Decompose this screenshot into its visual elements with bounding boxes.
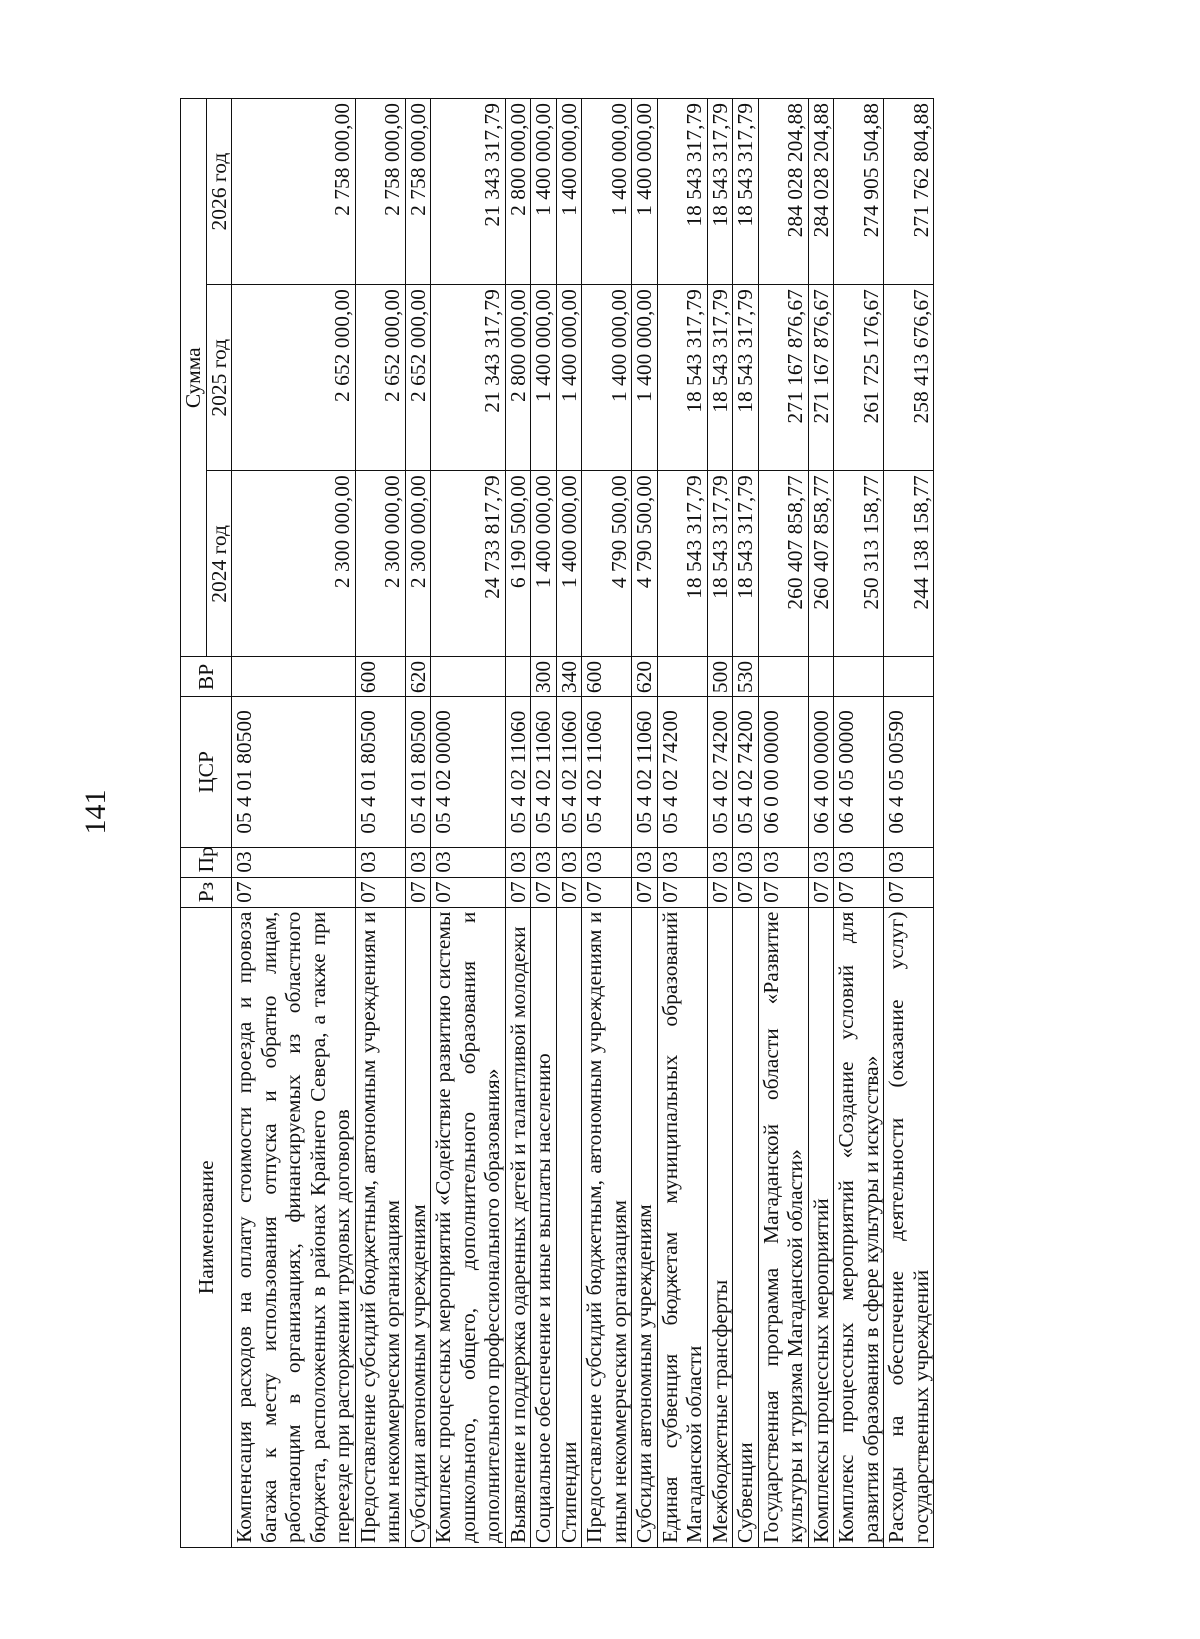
row-pr: 03 [758, 847, 808, 877]
row-pr: 03 [405, 847, 431, 877]
row-sum-2024: 1 400 000,00 [556, 471, 582, 657]
row-vr: 620 [405, 657, 431, 697]
row-name: Межбюджетные трансферты [707, 907, 733, 1547]
row-csr: 05 4 01 80500 [355, 697, 405, 847]
table-row [884, 99, 934, 1548]
row-csr: 05 4 01 80500 [232, 697, 356, 847]
row-sum-2024: 1 400 000,00 [531, 471, 557, 657]
row-rz: 07 [808, 877, 834, 907]
row-pr: 03 [834, 847, 884, 877]
row-name: Предоставление субсидий бюджетным, автономным учреждениям и иным некоммерческим организациям [355, 907, 405, 1547]
row-vr [758, 657, 808, 697]
row-vr [505, 657, 531, 697]
row-name: Субвенции [733, 907, 759, 1547]
row-csr: 06 4 00 00000 [808, 697, 834, 847]
row-csr: 06 4 05 00590 [884, 697, 934, 847]
row-name: Комплексы процессных мероприятий [808, 907, 834, 1547]
row-sum-2026: 274 905 504,88 [834, 99, 884, 285]
table-row [657, 99, 707, 1548]
row-sum-2025: 1 400 000,00 [531, 285, 557, 471]
table-row [758, 99, 808, 1548]
row-sum-2025: 271 167 876,67 [808, 285, 834, 471]
row-sum-2025: 2 652 000,00 [405, 285, 431, 471]
row-sum-2024: 4 790 500,00 [582, 471, 632, 657]
row-sum-2026: 2 758 000,00 [355, 99, 405, 285]
row-name: Расходы на обеспечение деятельности (оказание услуг) государственных учреждений [884, 907, 934, 1547]
row-pr: 03 [884, 847, 934, 877]
row-vr [431, 657, 506, 697]
row-csr: 05 4 02 11060 [556, 697, 582, 847]
table-header [181, 99, 232, 1548]
header-2026: 2026 год [206, 99, 232, 285]
header-csr: ЦСР [181, 697, 232, 847]
row-name: Государственная программа Магаданской области «Развитие культуры и туризма Магаданской области» [758, 907, 808, 1547]
row-sum-2026: 284 028 204,88 [808, 99, 834, 285]
header-pr: Пр [181, 847, 232, 877]
row-sum-2026: 271 762 804,88 [884, 99, 934, 285]
row-vr: 600 [582, 657, 632, 697]
row-sum-2025: 2 652 000,00 [232, 285, 356, 471]
row-sum-2025: 21 343 317,79 [431, 285, 506, 471]
row-csr: 05 4 02 74200 [733, 697, 759, 847]
row-pr: 03 [431, 847, 506, 877]
row-rz: 07 [431, 877, 506, 907]
row-vr [884, 657, 934, 697]
row-sum-2026: 1 400 000,00 [531, 99, 557, 285]
row-rz: 07 [834, 877, 884, 907]
table-row [355, 99, 405, 1548]
row-pr: 03 [505, 847, 531, 877]
header-name: Наименование [181, 907, 232, 1547]
row-rz: 07 [632, 877, 658, 907]
row-sum-2024: 260 407 858,77 [758, 471, 808, 657]
row-sum-2025: 2 652 000,00 [355, 285, 405, 471]
row-pr: 03 [531, 847, 557, 877]
row-csr: 05 4 02 11060 [505, 697, 531, 847]
row-pr: 03 [707, 847, 733, 877]
row-name: Комплекс процессных мероприятий «Создание условий для развития образования в сфере культуры и искусства» [834, 907, 884, 1547]
row-name: Компенсация расходов на оплату стоимости проезда и провоза багажа к месту использования отпуска и обратно лицам, работающим в организациях, финансируемых из областного бюджета, расположенных в районах Крайнего Севера, а также при переезде при расторжении трудовых договоров [232, 907, 356, 1547]
row-sum-2024: 244 138 158,77 [884, 471, 934, 657]
row-csr: 05 4 02 11060 [582, 697, 632, 847]
row-csr: 06 0 00 00000 [758, 697, 808, 847]
row-rz: 07 [707, 877, 733, 907]
header-2024: 2024 год [206, 471, 232, 657]
header-sum: Сумма [181, 99, 207, 657]
row-rz: 07 [531, 877, 557, 907]
row-pr: 03 [657, 847, 707, 877]
row-name: Социальное обеспечение и иные выплаты населению [531, 907, 557, 1547]
row-vr [232, 657, 356, 697]
rotated-page-content [180, 98, 1080, 1548]
row-csr: 06 4 05 00000 [834, 697, 884, 847]
row-vr: 600 [355, 657, 405, 697]
row-vr: 620 [632, 657, 658, 697]
row-sum-2024: 18 543 317,79 [733, 471, 759, 657]
row-sum-2024: 2 300 000,00 [405, 471, 431, 657]
row-sum-2024: 18 543 317,79 [657, 471, 707, 657]
row-sum-2025: 2 800 000,00 [505, 285, 531, 471]
row-rz: 07 [405, 877, 431, 907]
header-2025: 2025 год [206, 285, 232, 471]
table-row [582, 99, 632, 1548]
row-name: Субсидии автономным учреждениям [632, 907, 658, 1547]
table-body [232, 99, 934, 1548]
row-rz: 07 [657, 877, 707, 907]
row-sum-2025: 18 543 317,79 [733, 285, 759, 471]
table-row [505, 99, 531, 1548]
budget-table [180, 98, 934, 1548]
row-rz: 07 [884, 877, 934, 907]
row-sum-2024: 6 190 500,00 [505, 471, 531, 657]
row-pr: 03 [808, 847, 834, 877]
table-row [834, 99, 884, 1548]
row-csr: 05 4 02 11060 [531, 697, 557, 847]
row-sum-2024: 250 313 158,77 [834, 471, 884, 657]
row-sum-2024: 24 733 817,79 [431, 471, 506, 657]
row-sum-2026: 284 028 204,88 [758, 99, 808, 285]
row-sum-2025: 18 543 317,79 [657, 285, 707, 471]
row-vr [834, 657, 884, 697]
page-number: 141 [79, 789, 112, 835]
row-vr: 340 [556, 657, 582, 697]
row-name: Стипендии [556, 907, 582, 1547]
row-name: Субсидии автономным учреждениям [405, 907, 431, 1547]
row-pr: 03 [355, 847, 405, 877]
row-sum-2024: 2 300 000,00 [232, 471, 356, 657]
table-row [632, 99, 658, 1548]
table-row [808, 99, 834, 1548]
row-sum-2024: 18 543 317,79 [707, 471, 733, 657]
row-sum-2025: 1 400 000,00 [556, 285, 582, 471]
table-row [531, 99, 557, 1548]
row-vr: 300 [531, 657, 557, 697]
row-csr: 05 4 02 74200 [707, 697, 733, 847]
row-sum-2025: 258 413 676,67 [884, 285, 934, 471]
row-name: Комплекс процессных мероприятий «Содействие развитию системы дошкольного, общего, дополнительного образования и дополнительного профессионального образования» [431, 907, 506, 1547]
row-sum-2025: 271 167 876,67 [758, 285, 808, 471]
row-name: Единая субвенция бюджетам муниципальных образований Магаданской области [657, 907, 707, 1547]
row-pr: 03 [556, 847, 582, 877]
header-rz: Рз [181, 877, 232, 907]
row-vr [808, 657, 834, 697]
row-pr: 03 [733, 847, 759, 877]
row-sum-2026: 18 543 317,79 [707, 99, 733, 285]
row-name: Предоставление субсидий бюджетным, автономным учреждениям и иным некоммерческим организациям [582, 907, 632, 1547]
table-row [707, 99, 733, 1548]
row-sum-2025: 261 725 176,67 [834, 285, 884, 471]
row-sum-2026: 2 758 000,00 [232, 99, 356, 285]
row-rz: 07 [758, 877, 808, 907]
row-sum-2024: 260 407 858,77 [808, 471, 834, 657]
row-pr: 03 [582, 847, 632, 877]
row-sum-2024: 4 790 500,00 [632, 471, 658, 657]
row-sum-2026: 2 758 000,00 [405, 99, 431, 285]
row-sum-2025: 1 400 000,00 [632, 285, 658, 471]
header-vr: ВР [181, 657, 232, 697]
row-rz: 07 [355, 877, 405, 907]
row-rz: 07 [505, 877, 531, 907]
row-sum-2026: 2 800 000,00 [505, 99, 531, 285]
row-sum-2024: 2 300 000,00 [355, 471, 405, 657]
row-pr: 03 [632, 847, 658, 877]
row-rz: 07 [556, 877, 582, 907]
row-sum-2026: 21 343 317,79 [431, 99, 506, 285]
row-csr: 05 4 02 74200 [657, 697, 707, 847]
row-sum-2025: 1 400 000,00 [582, 285, 632, 471]
table-row [556, 99, 582, 1548]
row-pr: 03 [232, 847, 356, 877]
table-row [405, 99, 431, 1548]
row-rz: 07 [232, 877, 356, 907]
table-row [733, 99, 759, 1548]
row-sum-2026: 1 400 000,00 [632, 99, 658, 285]
row-csr: 05 4 02 00000 [431, 697, 506, 847]
table-row [232, 99, 356, 1548]
row-vr: 500 [707, 657, 733, 697]
row-sum-2026: 18 543 317,79 [733, 99, 759, 285]
table-row [431, 99, 506, 1548]
row-name: Выявление и поддержка одаренных детей и талантливой молодежи [505, 907, 531, 1547]
row-csr: 05 4 02 11060 [632, 697, 658, 847]
row-sum-2025: 18 543 317,79 [707, 285, 733, 471]
row-sum-2026: 1 400 000,00 [556, 99, 582, 285]
row-sum-2026: 18 543 317,79 [657, 99, 707, 285]
row-csr: 05 4 01 80500 [405, 697, 431, 847]
row-vr [657, 657, 707, 697]
row-vr: 530 [733, 657, 759, 697]
row-sum-2026: 1 400 000,00 [582, 99, 632, 285]
row-rz: 07 [582, 877, 632, 907]
row-rz: 07 [733, 877, 759, 907]
